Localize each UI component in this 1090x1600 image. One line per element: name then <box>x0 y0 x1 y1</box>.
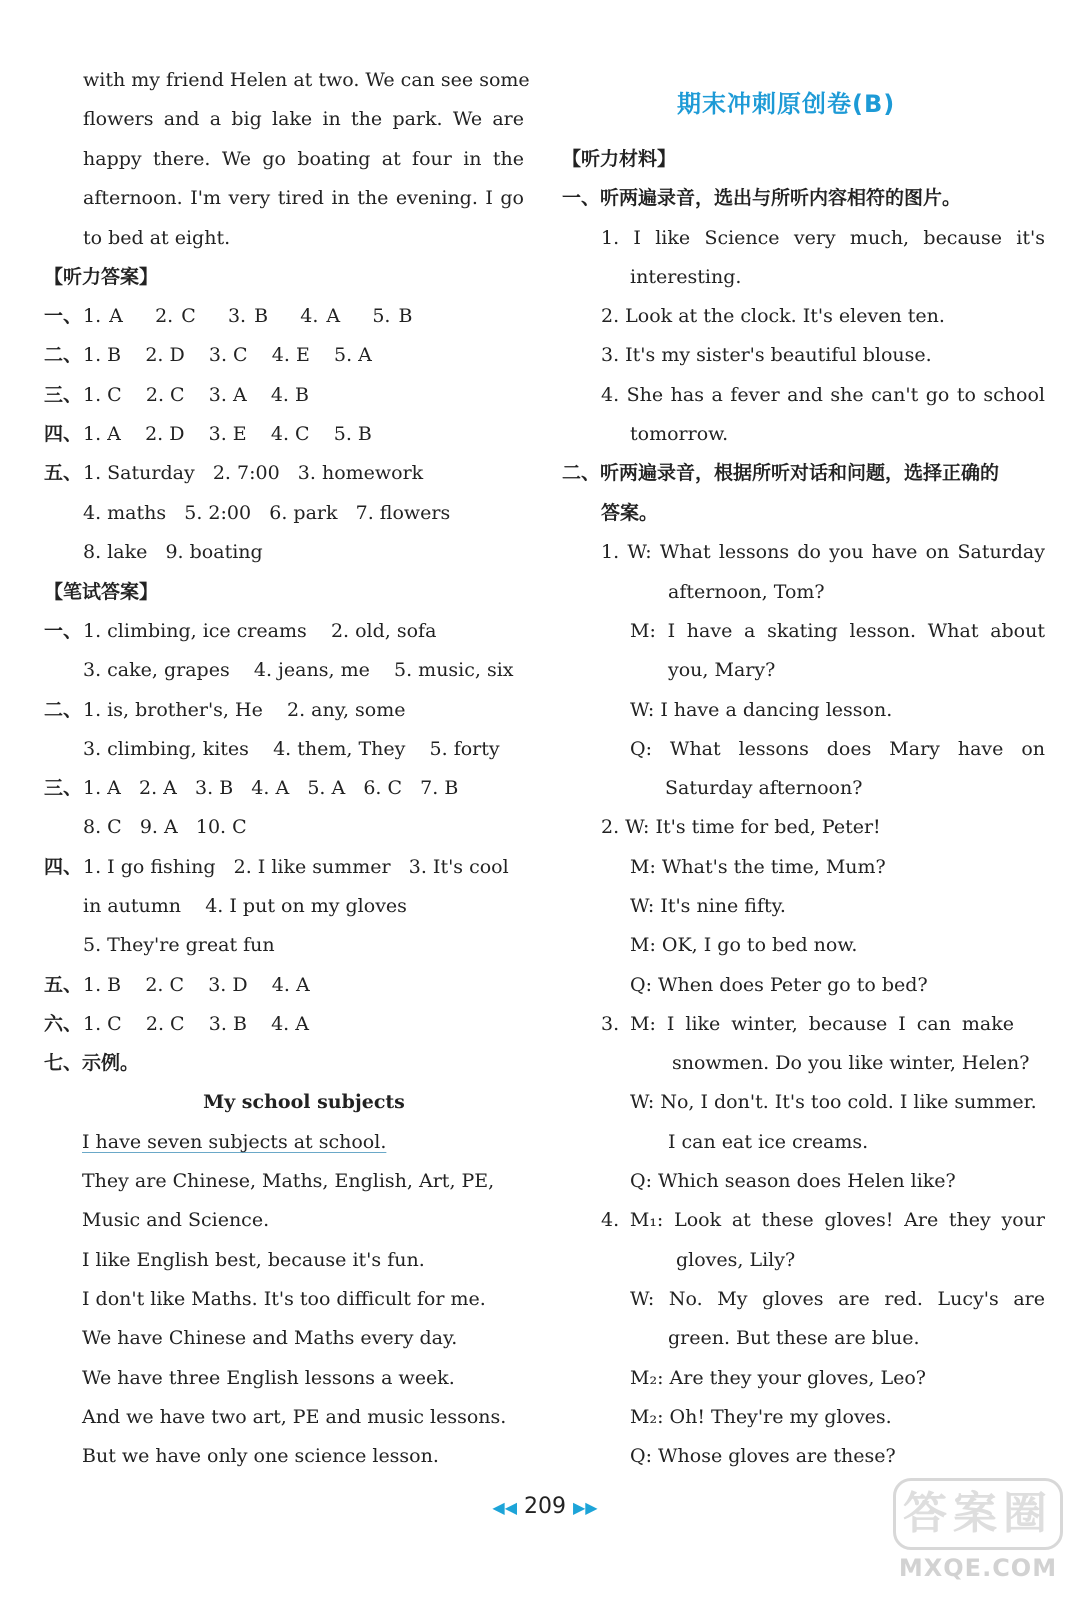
answer-item: 1. B <box>83 344 122 366</box>
answer-item: 2. I like summer <box>233 856 391 878</box>
answer-row <box>83 422 372 446</box>
answer-row <box>83 815 247 839</box>
answer-item: 3. B <box>227 305 269 327</box>
dialogue-line: W: No. My gloves are red. Lucy's are <box>630 1288 1045 1310</box>
watermark-logo <box>893 1478 1063 1586</box>
answer-item: 3. cake, grapes <box>83 659 230 681</box>
dialogue-line: Q: When does Peter go to bed? <box>630 974 928 996</box>
answer-item: 2. C <box>145 974 185 996</box>
answer-row <box>83 698 405 722</box>
answer-row <box>83 383 309 407</box>
answer-item: 1. C <box>83 384 122 406</box>
dialogue-line: snowmen. Do you like winter, Helen? <box>672 1052 1030 1074</box>
answer-row <box>83 1012 309 1036</box>
answer-row <box>83 776 458 800</box>
answer-item: 3. It's cool <box>408 856 509 878</box>
answer-item: 5. forty <box>429 738 500 760</box>
watermark-url: MXQE.COM <box>898 1554 1058 1582</box>
answer-item: 4. E <box>271 344 310 366</box>
essay-line: They are Chinese, Maths, English, Art, PE, <box>82 1170 495 1192</box>
answer-item: 1. is, brother's, He <box>83 699 263 721</box>
answer-item: 2. 7:00 <box>212 462 280 484</box>
answer-number: 三、 <box>44 777 83 799</box>
essay-line: Music and Science. <box>82 1209 270 1231</box>
answer-item: 3. D <box>208 974 248 996</box>
answer-number: 二、 <box>44 699 83 721</box>
sample-label: 七、示例。 <box>44 1052 140 1074</box>
passage-line: afternoon. I'm very tired in the evening. I go <box>83 187 524 209</box>
answer-item: 2. D <box>145 344 185 366</box>
answer-row <box>83 855 509 879</box>
answer-item: 1. C <box>83 1013 122 1035</box>
answer-number: 三、 <box>44 384 83 406</box>
dialogue-line: gloves, Lily? <box>676 1249 796 1271</box>
answer-item: 1. climbing, ice creams <box>83 620 307 642</box>
answer-item: 4. A <box>271 974 310 996</box>
answer-item: 4. maths <box>83 502 167 524</box>
answer-row <box>83 933 275 957</box>
listening-answers-heading: 【听力答案】 <box>44 266 159 288</box>
answer-item: 2. A <box>139 777 177 799</box>
answer-item: 9. boating <box>165 541 263 563</box>
dialogue-line: M: I have a skating lesson. What about <box>630 620 1045 642</box>
answer-item: 3. homework <box>297 462 424 484</box>
answer-item: 7. B <box>420 777 459 799</box>
answer-item: 4. C <box>270 423 310 445</box>
part2-heading: 二、听两遍录音，根据所听对话和问题，选择正确的 <box>562 462 1000 484</box>
answer-item: 5. 2:00 <box>184 502 252 524</box>
answer-item: 5. A <box>334 344 372 366</box>
answer-row <box>83 304 412 328</box>
dialogue-line: you, Mary? <box>668 659 776 681</box>
answer-item: 3. E <box>208 423 247 445</box>
answer-item: 4. A <box>271 1013 309 1035</box>
essay-title: My school subjects <box>203 1091 405 1113</box>
answer-item: 3. climbing, kites <box>83 738 249 760</box>
answer-item: 2. D <box>145 423 185 445</box>
answer-item: 5. B <box>372 305 413 327</box>
dialogue-line: W: It's nine fifty. <box>630 895 786 917</box>
part1-line: interesting. <box>630 266 742 288</box>
dialogue-line: 1. W: What lessons do you have on Saturday <box>601 541 1045 563</box>
dialogue-line: Q: Which season does Helen like? <box>630 1170 956 1192</box>
essay-line: I don't like Maths. It's too difficult for me. <box>82 1288 486 1310</box>
part1-line: 2. Look at the clock. It's eleven ten. <box>601 305 945 327</box>
page-number: 209 <box>524 1494 566 1519</box>
answer-item: 5. They're great fun <box>83 934 275 956</box>
dialogue-line: I can eat ice creams. <box>668 1131 869 1153</box>
answer-number: 五、 <box>44 974 83 996</box>
dialogue-line: Saturday afternoon? <box>665 777 863 799</box>
part1-line: tomorrow. <box>630 423 729 445</box>
part1-line: 3. It's my sister's beautiful blouse. <box>601 344 932 366</box>
answer-item: 7. flowers <box>355 502 451 524</box>
answer-item: 3. B <box>195 777 234 799</box>
answer-row <box>83 343 372 367</box>
answer-row <box>83 461 423 485</box>
listening-material-heading: 【听力材料】 <box>562 148 677 170</box>
answer-item: 6. C <box>363 777 403 799</box>
part1-heading: 一、听两遍录音，选出与所听内容相符的图片。 <box>562 187 962 209</box>
answer-item: 3. C <box>208 344 248 366</box>
answer-item: 5. A <box>307 777 346 799</box>
answer-row <box>83 737 500 761</box>
answer-item: 4. jeans, me <box>253 659 370 681</box>
answer-row <box>83 540 263 564</box>
answer-item: in autumn <box>83 895 182 917</box>
answer-number: 二、 <box>44 344 83 366</box>
passage-line: with my friend Helen at two. We can see some <box>83 69 530 91</box>
dialogue-line: 4. M₁: Look at these gloves! Are they your <box>601 1209 1045 1231</box>
dialogue-line: 2. W: It's time for bed, Peter! <box>601 816 881 838</box>
essay-line: I like English best, because it's fun. <box>82 1249 425 1271</box>
prev-arrows-icon: ◀◀ <box>492 1498 517 1517</box>
answer-row <box>83 619 436 643</box>
dialogue-line: W: No, I don't. It's too cold. I like summer. <box>630 1091 1037 1113</box>
dialogue-line: W: I have a dancing lesson. <box>630 699 893 721</box>
dialogue-line: M: What's the time, Mum? <box>630 856 886 878</box>
answer-item: 1. A <box>83 777 121 799</box>
dialogue-line: Q: Whose gloves are these? <box>630 1445 896 1467</box>
dialogue-line: afternoon, Tom? <box>668 581 825 603</box>
answer-item: 4. A <box>251 777 290 799</box>
part2-heading-cont: 答案。 <box>601 502 659 524</box>
passage-line: to bed at eight. <box>83 227 231 249</box>
answer-item: 4. B <box>270 384 309 406</box>
answer-row <box>83 658 514 682</box>
answer-item: 3. A <box>208 384 247 406</box>
dialogue-line: M₂: Are they your gloves, Leo? <box>630 1367 926 1389</box>
dialogue-line: M₂: Oh! They're my gloves. <box>630 1406 892 1428</box>
dialogue-line: M: OK, I go to bed now. <box>630 934 858 956</box>
answer-item: 6. park <box>269 502 338 524</box>
answer-item: 5. music, six <box>394 659 514 681</box>
answer-item: 2. C <box>145 384 185 406</box>
answer-item: 2. old, sofa <box>330 620 437 642</box>
answer-item: 4. I put on my gloves <box>205 895 407 917</box>
answer-number: 四、 <box>44 423 83 445</box>
essay-text: I have seven subjects at school. <box>82 1131 387 1153</box>
answer-number: 一、 <box>44 620 83 642</box>
watermark-text: 答案圈 <box>893 1478 1063 1550</box>
answer-row <box>83 501 450 525</box>
answer-item: 1. A <box>83 305 123 327</box>
answer-item: 4. them, They <box>273 738 406 760</box>
answer-item: 1. A <box>83 423 121 445</box>
essay-line: We have three English lessons a week. <box>82 1367 455 1389</box>
dialogue-line: Q: What lessons does Mary have on <box>630 738 1045 760</box>
answer-item: 1. I go fishing <box>83 856 216 878</box>
dialogue-line: 3. M: I like winter, because I can make <box>601 1013 1014 1035</box>
section-title: 期末冲刺原创卷(B) <box>677 90 896 118</box>
passage-line: happy there. We go boating at four in the <box>83 148 524 170</box>
dialogue-line: green. But these are blue. <box>668 1327 920 1349</box>
essay-line: And we have two art, PE and music lessons. <box>82 1406 507 1428</box>
answer-item: 2. C <box>145 1013 185 1035</box>
next-arrows-icon: ▶▶ <box>573 1498 598 1517</box>
answer-item: 1. B <box>83 974 122 996</box>
answer-item: 2. any, some <box>287 699 406 721</box>
answer-item: 8. lake <box>83 541 148 563</box>
answer-item: 10. C <box>195 816 247 838</box>
answer-item: 3. B <box>208 1013 247 1035</box>
answer-number: 一、 <box>44 305 83 327</box>
answer-row <box>83 973 310 997</box>
answer-item: 4. A <box>300 305 341 327</box>
passage-line: flowers and a big lake in the park. We are <box>83 108 524 130</box>
part1-line: 1. I like Science very much, because it's <box>601 227 1045 249</box>
essay-line: We have Chinese and Maths every day. <box>82 1327 458 1349</box>
answer-item: 5. B <box>333 423 372 445</box>
answer-number: 六、 <box>44 1013 83 1035</box>
essay-line <box>82 1130 386 1154</box>
answer-row <box>83 894 407 918</box>
answer-item: 2. C <box>155 305 196 327</box>
essay-line: But we have only one science lesson. <box>82 1445 439 1467</box>
part1-line: 4. She has a fever and she can't go to school <box>601 384 1045 406</box>
written-answers-heading: 【笔试答案】 <box>44 581 159 603</box>
answer-item: 8. C <box>83 816 122 838</box>
answer-item: 9. A <box>139 816 178 838</box>
answer-number: 四、 <box>44 856 83 878</box>
answer-number: 五、 <box>44 462 83 484</box>
answer-item: 1. Saturday <box>83 462 195 484</box>
